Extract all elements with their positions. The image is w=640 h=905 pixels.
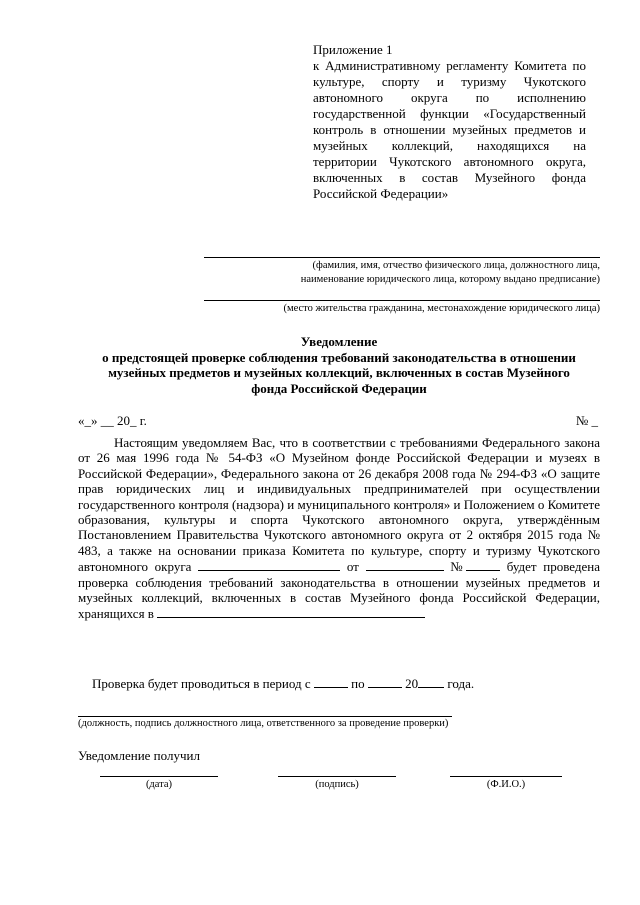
received-label: Уведомление получил xyxy=(78,748,200,763)
period-year-blank[interactable] xyxy=(418,675,444,688)
storage-location-blank[interactable] xyxy=(157,605,425,618)
date-number-row xyxy=(78,413,600,429)
order-from-word: от xyxy=(346,559,359,575)
title-line4: фонда Российской Федерации xyxy=(251,380,427,396)
appendix-text: к Административному регламенту Комитета по культуре, спорту и туризму Чукотского автономного округа по исполнению государственной функции «Государственный контроль в отношении музейных предметов и музейных коллекций, находящихся на территории Чукотского автономного округа, включенных в состав Музейного фонда Российской Федерации» xyxy=(313,58,586,201)
title-line2: о предстоящей проверке соблюдения требований законодательства в отношении xyxy=(102,349,576,365)
responsible-official-caption: (должность, подпись должностного лица, ответственного за проведение проверки) xyxy=(78,718,449,729)
notice-number: № _ xyxy=(575,413,598,428)
received-signature-line xyxy=(278,776,396,777)
body-part1: Настоящим уведомляем Вас, что в соответствии с требованиями Федерального закона от 26 мая 1996 года № 54-ФЗ «О Музейном фонде Российской Федерации и музеях в Российской Федерации», Федерального закона от 26 декабря 2008 года № 294-ФЗ «О защите прав юридических лиц и индивидуальных предпринимателей при осуществлении государственного контроля (надзора) и муниципального контроля» и Положением о Комитете образования, культуры и спорта Чукотского автономного округа, утверждённым Постановлением Правительства Чукотского автономного округа от 2 октября 2015 года № 483, а также на основании приказа Комитета по культуре, спорту и туризму Чукотского автономного округа xyxy=(78,435,600,575)
received-signature-caption: (подпись) xyxy=(315,779,359,790)
period-prefix: Проверка будет проводиться в период с xyxy=(92,676,311,691)
received-name-line xyxy=(450,776,562,777)
notice-title xyxy=(78,334,600,396)
order-issuer-blank[interactable] xyxy=(198,558,340,571)
addressee-address-caption: (место жительства гражданина, местонахождение юридического лица) xyxy=(283,303,600,314)
received-date-line xyxy=(100,776,218,777)
order-number-blank[interactable] xyxy=(466,558,500,571)
order-number-sign: № xyxy=(450,559,467,575)
order-date-blank[interactable] xyxy=(366,558,444,571)
title-line1: Уведомление xyxy=(300,334,378,349)
period-start-blank[interactable] xyxy=(314,675,348,688)
period-end-blank[interactable] xyxy=(368,675,402,688)
received-name-caption: (Ф.И.О.) xyxy=(486,779,526,790)
notice-body xyxy=(78,435,600,622)
addressee-name-caption xyxy=(204,259,600,287)
addressee-name-line xyxy=(204,257,600,258)
period-suffix: года. xyxy=(447,676,475,691)
period-to-word: по xyxy=(351,676,365,691)
addressee-address-line xyxy=(204,300,600,301)
title-line3: музейных предметов и музейных коллекций, включенных в состав Музейного xyxy=(108,365,570,380)
notice-date: «_» __ 20_ г. xyxy=(78,413,147,428)
inspection-period xyxy=(92,675,592,692)
period-year-prefix: 20 xyxy=(405,676,419,691)
appendix-block xyxy=(313,42,586,202)
body-part2: будет проведена проверка соблюдения требований законодательства в отношении музейных предметов и музейных коллекций, включенных в состав Музейного фонда Российской Федерации, хранящихся в xyxy=(78,559,601,622)
addressee-caption-line2: наименование юридического лица, которому выдано предписание) xyxy=(300,274,600,285)
received-date-caption: (дата) xyxy=(145,779,173,790)
appendix-header: Приложение 1 xyxy=(313,42,393,57)
addressee-caption-line1: (фамилия, имя, отчество физического лица, должностного лица, xyxy=(312,260,600,271)
